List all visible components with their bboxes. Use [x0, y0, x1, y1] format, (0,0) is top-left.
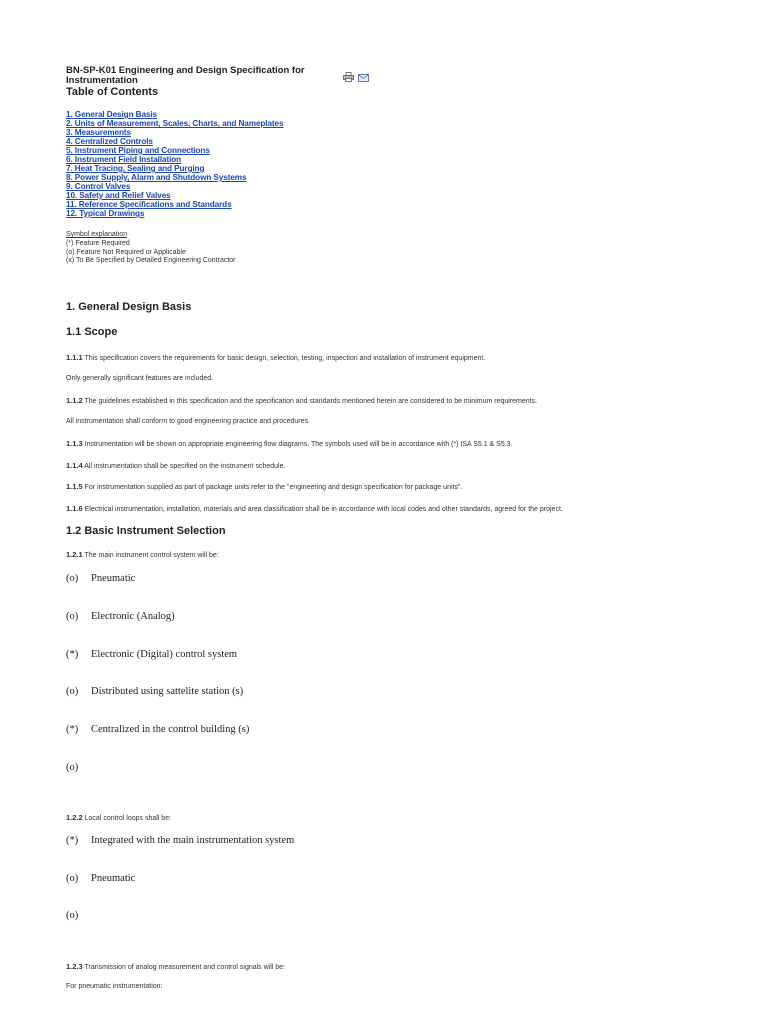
option-text: Electronic (Digital) control system: [91, 649, 238, 660]
clause-number: 1.1.1: [66, 353, 83, 362]
clause-number: 1.1.6: [66, 504, 83, 513]
toc-link[interactable]: 11. Reference Specifications and Standards: [66, 200, 232, 209]
option-mark: (o): [66, 686, 79, 697]
option-mark: (o): [66, 910, 79, 921]
option-mark: (o): [66, 573, 79, 584]
toc-link[interactable]: 8. Power Supply, Alarm and Shutdown Systems: [66, 173, 247, 182]
clause-text: Transmission of analog measurement and control signals will be:: [84, 964, 286, 971]
option-item: [66, 611, 175, 622]
paragraph: [66, 504, 563, 513]
clause-text: Local control loops shall be:: [84, 815, 172, 822]
paragraph: [66, 962, 285, 971]
paragraph: [66, 550, 219, 559]
email-icon[interactable]: [358, 69, 369, 87]
toc-link[interactable]: 7. Heat Tracing, Sealing and Purging: [66, 164, 205, 173]
section-heading: 1. General Design Basis: [66, 301, 192, 313]
option-text: Integrated with the main instrumentation system: [91, 835, 295, 846]
toc-link[interactable]: 4. Centralized Controls: [66, 137, 153, 146]
option-item: [66, 762, 91, 773]
toc-link[interactable]: 10. Safety and Relief Valves: [66, 191, 171, 200]
clause-text: The main instrument control system will be:: [84, 552, 219, 559]
option-mark: (o): [66, 873, 79, 884]
toc-heading: Table of Contents: [66, 86, 159, 98]
option-item: [66, 573, 135, 584]
clause-number: 1.1.3: [66, 439, 83, 448]
option-text: Distributed using sattelite station (s): [91, 686, 244, 697]
action-icons: [343, 69, 369, 87]
paragraph: All instrumentation shall conform to good engineering practice and procedures.: [66, 418, 310, 425]
clause-text: Electrical instrumentation, installation, materials and area classification shall be in accordance with local codes and other standards, agreed for the project.: [84, 506, 563, 513]
toc-link[interactable]: 6. Instrument Field Installation: [66, 155, 182, 164]
subsection-heading: 1.2 Basic Instrument Selection: [66, 525, 226, 537]
table-of-contents: [66, 110, 283, 218]
paragraph: For pneumatic instrumentation:: [66, 983, 163, 990]
clause-text: Instrumentation will be shown on appropriate engineering flow diagrams. The symbols used will be in accordance with (*) ISA S5.1 & S5.3.: [84, 441, 513, 448]
toc-link[interactable]: 12. Typical Drawings: [66, 209, 145, 218]
clause-text: This specification covers the requirements for basic design, selection, testing, inspection and installation of instrument equipment.: [84, 355, 486, 362]
paragraph: [66, 813, 171, 822]
option-text: Electronic (Analog): [91, 611, 175, 622]
option-item: [66, 873, 135, 884]
document-title: BN-SP-K01 Engineering and Design Specification for Instrumentation: [66, 65, 305, 86]
option-item: [66, 835, 294, 846]
option-text: Pneumatic: [91, 573, 136, 584]
option-item: [66, 910, 91, 921]
option-mark: (o): [66, 762, 79, 773]
option-mark: (o): [66, 611, 79, 622]
clause-number: 1.1.5: [66, 482, 83, 491]
toc-link[interactable]: 1. General Design Basis: [66, 110, 157, 119]
clause-number: 1.2.2: [66, 813, 83, 822]
toc-link[interactable]: 5. Instrument Piping and Connections: [66, 146, 210, 155]
paragraph: [66, 461, 285, 470]
option-text: Centralized in the control building (s): [91, 724, 250, 735]
option-item: [66, 649, 237, 660]
option-mark: (*): [66, 649, 79, 660]
clause-text: All instrumentation shall be specified on the instrument schedule.: [84, 463, 286, 470]
symbol-line: (x) To Be Specified by Detailed Engineering Contractor: [66, 257, 236, 265]
paragraph: [66, 353, 485, 362]
clause-number: 1.1.2: [66, 396, 83, 405]
toc-link[interactable]: 2. Units of Measurement, Scales, Charts, and Nameplates: [66, 119, 284, 128]
printer-icon[interactable]: [343, 69, 354, 87]
paragraph: [66, 482, 462, 491]
clause-text: For instrumentation supplied as part of package units refer to the "engineering and design specification for package units".: [84, 484, 463, 491]
toc-link[interactable]: 9. Control Valves: [66, 182, 131, 191]
clause-number: 1.2.1: [66, 550, 83, 559]
paragraph: [66, 439, 513, 448]
option-item: [66, 686, 243, 697]
option-mark: (*): [66, 835, 79, 846]
paragraph: [66, 396, 537, 405]
subsection-heading: 1.1 Scope: [66, 326, 118, 338]
symbol-explanation-title: Symbol explanation: [66, 231, 128, 238]
option-text: Pneumatic: [91, 873, 136, 884]
clause-number: 1.2.3: [66, 962, 83, 971]
paragraph: Only generally significant features are included.: [66, 375, 214, 382]
option-mark: (*): [66, 724, 79, 735]
option-item: [66, 724, 249, 735]
clause-text: The guidelines established in this specification and the specification and standards mentioned herein are considered to be minimum requirements.: [84, 398, 538, 405]
symbol-line: (o) Feature Not Required or Applicable: [66, 248, 186, 256]
symbol-line: (*) Feature Required: [66, 239, 130, 247]
symbol-explanation: [66, 231, 236, 266]
toc-link[interactable]: 3. Measurements: [66, 128, 131, 137]
clause-number: 1.1.4: [66, 461, 83, 470]
